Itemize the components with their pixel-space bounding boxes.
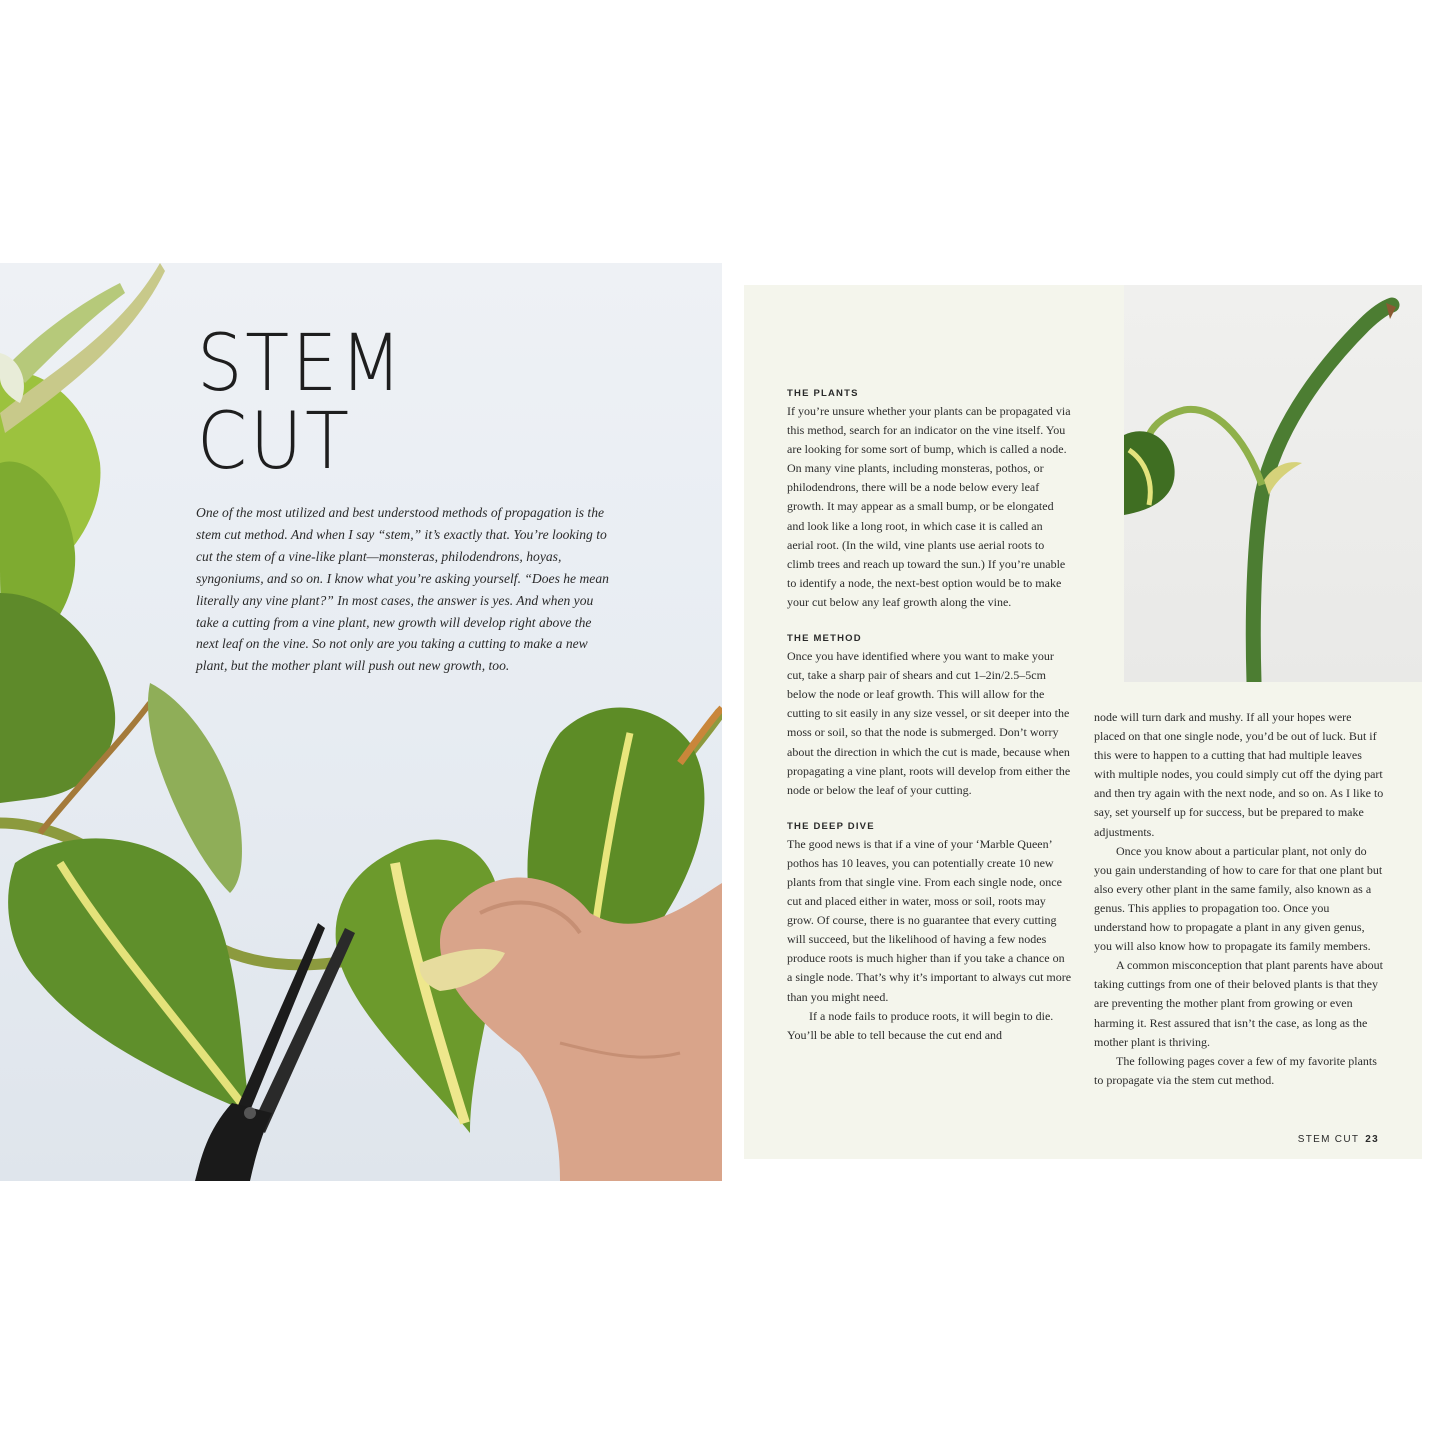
heading-the-plants: THE PLANTS [787, 388, 859, 399]
left-page [0, 263, 722, 1181]
folio-label: STEM CUT [1297, 1134, 1360, 1145]
heading-the-deep-dive: THE DEEP DIVE [787, 820, 875, 832]
heading-the-method: THE METHOD [787, 633, 862, 645]
page-folio [1298, 1134, 1379, 1145]
node-closeup-photo [1124, 285, 1422, 682]
deep-dive-paragraph-3: Once you know about a particular plant, not only do you gain understanding of how to care for that one plant but also every other plant in the same family, also known as a genus. This applies to propagation too. Once you understand how to propagate a plant in any given genus, you will also know how to propagate its family members. [1094, 843, 1383, 954]
text-column-right [1094, 708, 1384, 1090]
page-number: 23 [1365, 1134, 1379, 1145]
deep-dive-paragraph-2-start: If a node fails to produce roots, it will begin to die. You’ll be able to tell because the cut end and [787, 1008, 1054, 1042]
node-closeup-illustration [1124, 285, 1422, 682]
title-line-1: STEM [197, 319, 405, 409]
deep-dive-paragraph-5: The following pages cover a few of my favorite plants to propagate via the stem cut method. [1094, 1053, 1377, 1087]
deep-dive-paragraph-4: A common misconception that plant parents have about taking cuttings from one of their beloved plants is that they are preventing the mother plant from growing or even harming it. Rest assured that isn’t the case, as long as the mother plant is thriving. [1094, 958, 1383, 1049]
intro-paragraph: One of the most utilized and best understood methods of propagation is the stem cut method. And when I say “stem,” it’s exactly that. You’re looking to cut the stem of a vine-like plant—monsteras, philodendrons, hoyas, syngoniums, and so on. I know what you’re asking yourself. “Does he mean literally any vine plant?” In most cases, the answer is yes. And when you take a cutting from a vine plant, new growth will develop right above the next leaf on the vine. So not only are you taking a cutting to make a new plant, but the mother plant will push out new growth, too. [196, 505, 609, 674]
title-line-2: CUT [197, 397, 352, 487]
deep-dive-paragraph-1: The good news is that if a vine of your ‘Marble Queen’ pothos has 10 leaves, you can potentially create 10 new plants from that single vine. From each single node, once cut and placed either in water, moss or soil, roots may grow. Of course, there is no guarantee that every cutting will succeed, but the likelihood of having a few nodes produce roots is much higher than if you take a chance on a single node. That’s why it’s important to always cut more than you might need. [787, 836, 1072, 1004]
right-page [744, 285, 1422, 1159]
plants-paragraph: If you’re unsure whether your plants can be propagated via this method, search for an indicator on the vine itself. You are looking for some sort of bump, which is called a node. On many vine plants, including monsteras, pothos, or philodendrons, there will be a node below every leaf growth. It may appear as a small bump, or be elongated and look like a long root, in which case it is called an aerial root. (In the wild, vine plants use aerial roots to climb trees and reach up toward the sun.) If you’re unable to identify a node, the next-best option would be to make your cut below any leaf growth along the vine. [787, 404, 1071, 609]
page-title [197, 319, 405, 487]
text-column-left [787, 386, 1072, 1045]
method-paragraph: Once you have identified where you want to make your cut, take a sharp pair of shears and cut 1–2in/2.5–5cm below the node or leaf growth. This will allow for the cutting to sit easily in any size vessel, or sit deeper into the moss or soil, so that the node is submerged. Don’t worry about the direction in which the cut is made, because when propagating a vine plant, roots will develop from either the node or below the leaf of your cutting. [787, 649, 1071, 797]
deep-dive-paragraph-2-end: node will turn dark and mushy. If all your hopes were placed on that one single node, you’d be out of luck. But if this were to happen to a cutting that had multiple leaves with multiple nodes, you could simply cut off the dying part and then try again with the next node, and so on. As I like to say, set yourself up for success, but be prepared to make adjustments. [1094, 710, 1384, 839]
upper-leaves [0, 263, 165, 803]
